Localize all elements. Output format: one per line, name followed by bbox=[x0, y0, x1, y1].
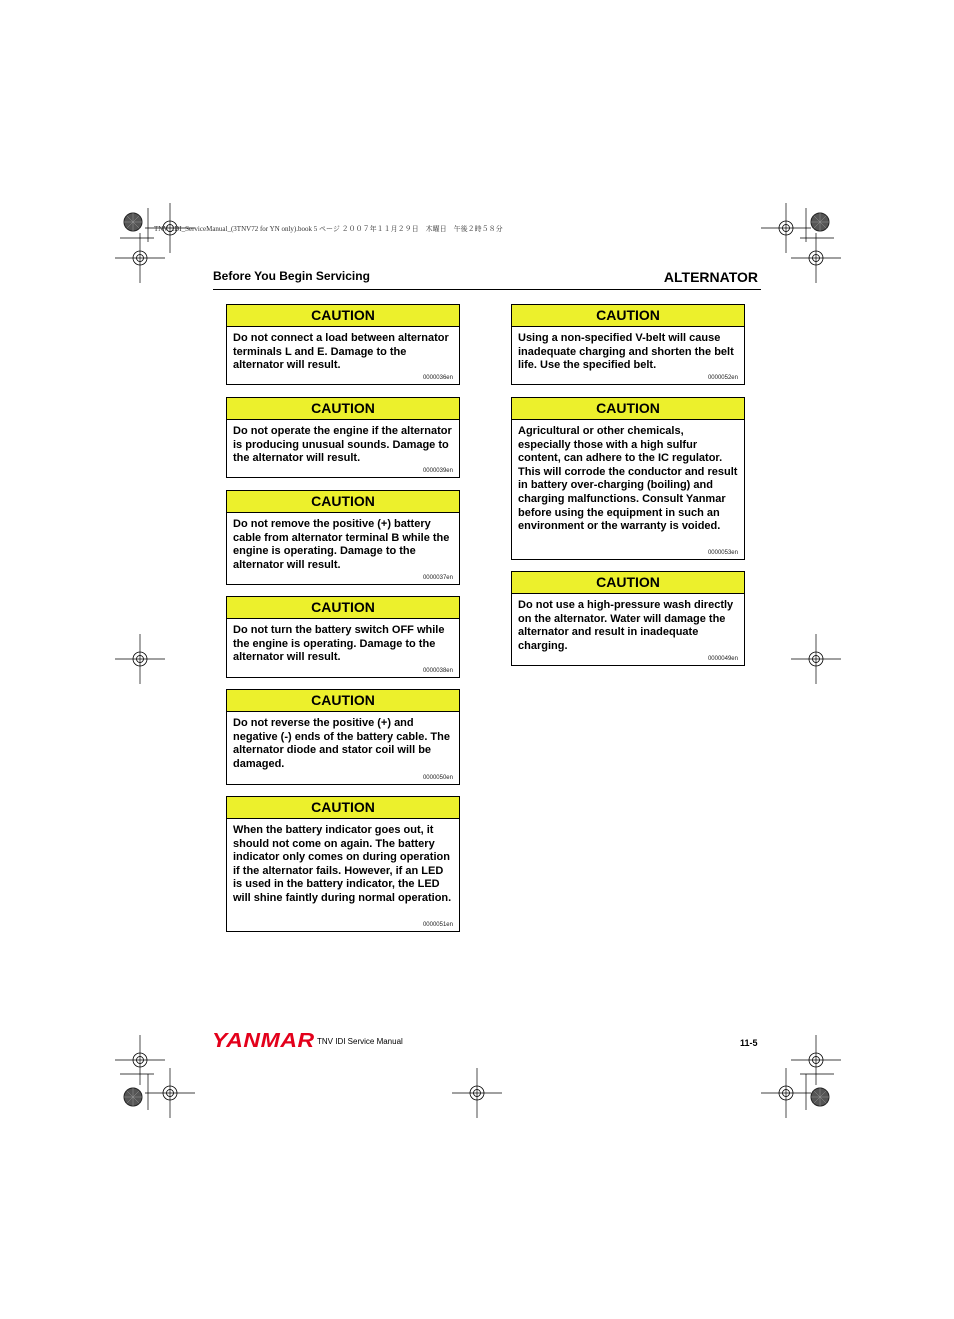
caution-text: Do not connect a load between alternator terminals L and E. Damage to the alternator will result. bbox=[233, 332, 449, 372]
caution-code: 0000038en bbox=[422, 668, 453, 674]
caution-text: Using a non-specified V-belt will cause inadequate charging and shorten the belt life. Use the specified belt. bbox=[518, 332, 734, 372]
caution-text: When the battery indicator goes out, it should not come on again. The battery indicator only comes on during operation if the alternator fails. However, if an LED is used in the battery indicator, the LED will shine faintly during normal operation. bbox=[233, 824, 452, 904]
caution-box bbox=[226, 596, 460, 678]
caution-box bbox=[226, 304, 460, 385]
manual-title: TNV IDI Service Manual bbox=[317, 1037, 403, 1046]
caution-title: CAUTION bbox=[227, 305, 459, 327]
caution-title: CAUTION bbox=[227, 491, 459, 513]
caution-title: CAUTION bbox=[227, 398, 459, 420]
caution-code: 0000053en bbox=[707, 550, 738, 556]
caution-code: 0000051en bbox=[422, 922, 453, 928]
caution-box bbox=[226, 689, 460, 785]
caution-box bbox=[226, 397, 460, 478]
caution-text: Do not turn the battery switch OFF while the engine is operating. Damage to the alternator will result. bbox=[233, 624, 445, 664]
caution-text: Do not use a high-pressure wash directly on the alternator. Water will damage the alternator and result in inadequate charging. bbox=[518, 599, 734, 652]
caution-code: 0000049en bbox=[707, 656, 738, 662]
caution-code: 0000039en bbox=[422, 468, 453, 474]
caution-box bbox=[511, 397, 745, 560]
yanmar-logo: YANMAR bbox=[212, 1030, 315, 1052]
header-divider bbox=[213, 289, 761, 290]
caution-text: Do not operate the engine if the alternator is producing unusual sounds. Damage to the alternator will result. bbox=[233, 425, 452, 465]
caution-title: CAUTION bbox=[512, 572, 744, 594]
caution-text: Do not reverse the positive (+) and negative (-) ends of the battery cable. The alternator diode and stator coil will be damaged. bbox=[233, 717, 450, 770]
caution-title: CAUTION bbox=[512, 398, 744, 420]
page-number: 11-5 bbox=[740, 1038, 758, 1048]
caution-box bbox=[226, 796, 460, 932]
chapter-title: ALTERNATOR bbox=[663, 269, 758, 285]
section-title: Before You Begin Servicing bbox=[213, 269, 370, 283]
caution-title: CAUTION bbox=[512, 305, 744, 327]
caution-text: Do not remove the positive (+) battery cable from alternator terminal B while the engine is operating. Damage to the alternator will result. bbox=[233, 518, 450, 571]
caution-box bbox=[226, 490, 460, 585]
caution-code: 0000037en bbox=[422, 575, 453, 581]
caution-code: 0000052en bbox=[707, 375, 738, 381]
caution-code: 0000050en bbox=[422, 775, 453, 781]
caution-code: 0000036en bbox=[422, 375, 453, 381]
caution-title: CAUTION bbox=[227, 690, 459, 712]
caution-title: CAUTION bbox=[227, 597, 459, 619]
print-info-line: TNV_IDI_ServiceManual_(3TNV72 for YN only).book 5 ページ ２００７年１１月２９日 木曜日 午後２時５８分 bbox=[154, 225, 503, 233]
caution-text: Agricultural or other chemicals, especially those with a high sulfur content, can adhere to the IC regulator. This will corrode the conductor and result in battery over-charging (boiling) and charging malfunctions. Consult Yanmar before using the equipment in such an environment or the warranty is voided. bbox=[518, 425, 738, 533]
caution-title: CAUTION bbox=[227, 797, 459, 819]
caution-box bbox=[511, 304, 745, 385]
caution-box bbox=[511, 571, 745, 666]
